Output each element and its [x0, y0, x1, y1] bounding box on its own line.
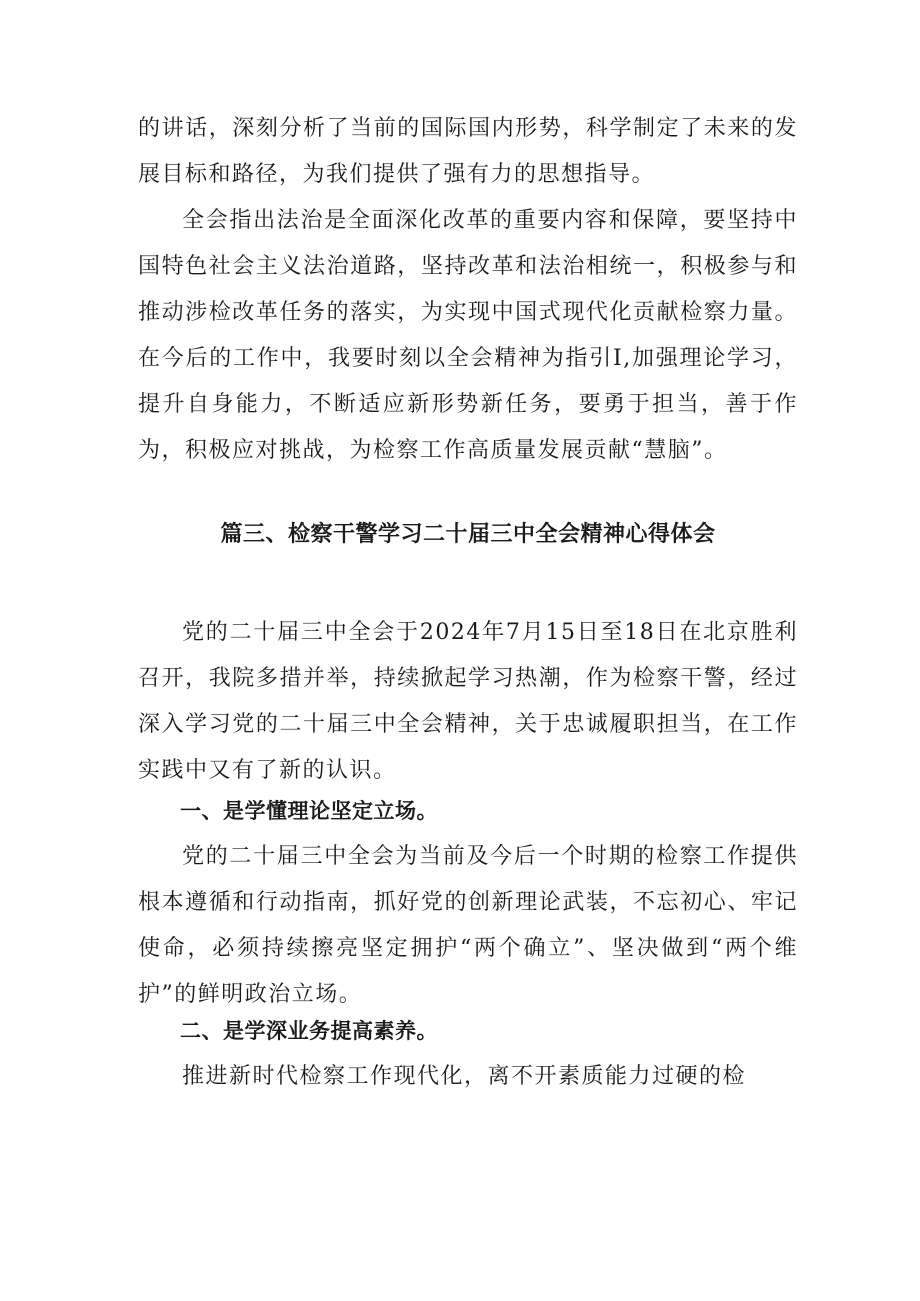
- paragraph-intro: 党的二十届三中全会于2024年7月15日至18日在北京胜利召开，我院多措并举，持续掀起学习热潮，作为检察干警，经过深入学习党的二十届三中全会精神，关于忠诚履职担当，在工作实践中又有了新的认识。: [138, 620, 798, 783]
- subheading-professional: 二、是学深业务提高素养。: [180, 1019, 438, 1043]
- subheading-theory: 一、是学懂理论坚定立场。: [180, 799, 438, 823]
- paragraph-rule-of-law: 全会指出法治是全面深化改革的重要内容和保障，要坚持中国特色社会主义法治道路，坚持改革和法治相统一，积极参与和推动涉检改革任务的落实，为实现中国式现代化贡献检察力量。在今后的工作中，我要时刻以全会精神为指引I,加强理论学习，提升自身能力，不断适应新形势新任务，要勇于担当，善于作为，积极应对挑战，为检察工作高质量发展贡献“慧脑”。: [138, 208, 798, 463]
- section-title: 篇三、检察干警学习二十届三中全会精神心得体会: [220, 522, 716, 547]
- paragraph-professional: 推进新时代检察工作现代化，离不开素质能力过硬的检: [182, 1064, 747, 1089]
- paragraph-theory: 党的二十届三中全会为当前及今后一个时期的检察工作提供根本遵循和行动指南，抓好党的创新理论武装，不忘初心、牢记使命，必须持续擦亮坚定拥护“两个确立”、坚决做到“两个维护”的鲜明政治立场。: [138, 844, 798, 1007]
- paragraph-continued: 的讲话，深刻分析了当前的国际国内形势，科学制定了未来的发展目标和路径，为我们提供了强有力的思想指导。: [138, 116, 798, 187]
